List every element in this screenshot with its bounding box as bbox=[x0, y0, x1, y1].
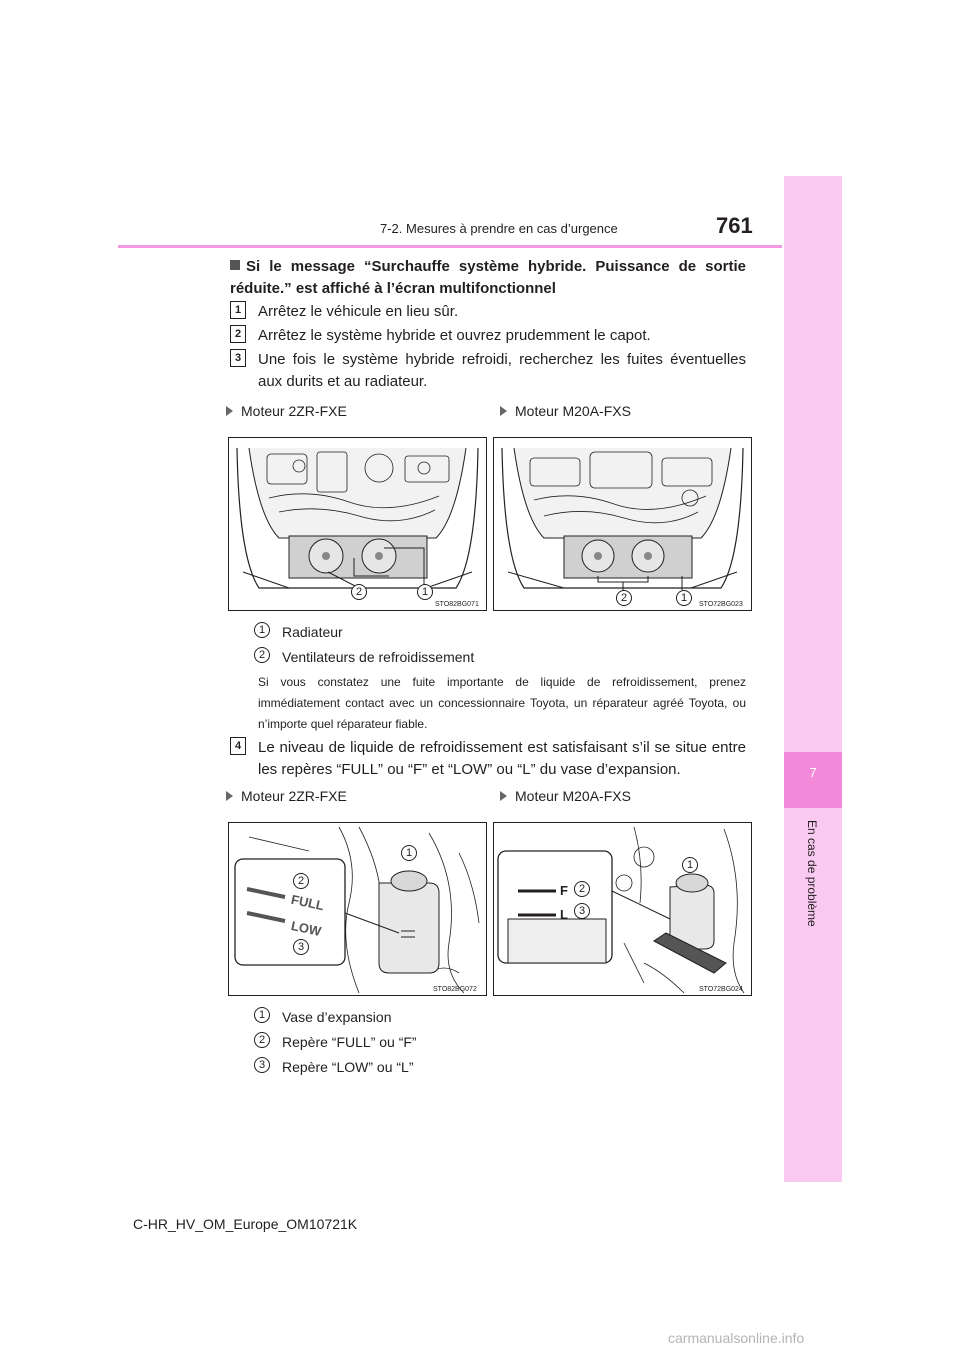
callout-2: 2 bbox=[351, 584, 367, 600]
legend-number-1: 1 bbox=[254, 1007, 270, 1023]
figure-code: STO82BG071 bbox=[435, 601, 479, 608]
arrow-right-icon bbox=[500, 406, 507, 416]
figure-engine-bay-2zr bbox=[228, 437, 487, 611]
figure-code: STO72BG024 bbox=[699, 986, 743, 993]
page-number: 761 bbox=[716, 213, 753, 238]
arrow-right-icon bbox=[226, 791, 233, 801]
legend-text-ventilateurs: Ventilateurs de refroidissement bbox=[282, 649, 475, 665]
callout-3: 3 bbox=[574, 903, 590, 919]
legend-number-1: 1 bbox=[254, 622, 270, 638]
mark-l-label: L bbox=[560, 907, 568, 922]
legend-text-low: Repère “LOW” ou “L” bbox=[282, 1059, 414, 1075]
legend-number-2: 2 bbox=[254, 1032, 270, 1048]
engine-label-m20a: Moteur M20A-FXS bbox=[500, 403, 631, 419]
engine-label-2zr: Moteur 2ZR-FXE bbox=[226, 788, 347, 804]
step-number-4: 4 bbox=[230, 737, 246, 755]
figure-code: STO72BG023 bbox=[699, 601, 743, 608]
engine-label-2zr: Moteur 2ZR-FXE bbox=[226, 403, 347, 419]
step-text-2: Arrêtez le système hybride et ouvrez prudemment le capot. bbox=[258, 327, 651, 344]
mark-f-label: F bbox=[560, 883, 568, 898]
legend-text-full: Repère “FULL” ou “F” bbox=[282, 1034, 417, 1050]
heading-bullet-icon bbox=[230, 260, 240, 270]
legend-number-2: 2 bbox=[254, 647, 270, 663]
callout-2: 2 bbox=[616, 590, 632, 606]
figure-reservoir-m20a bbox=[493, 822, 752, 996]
reservoir-illustration bbox=[229, 823, 486, 995]
arrow-right-icon bbox=[500, 791, 507, 801]
step-text-1: Arrêtez le véhicule en lieu sûr. bbox=[258, 303, 459, 320]
callout-1: 1 bbox=[417, 584, 433, 600]
step-text-4: Le niveau de liquide de refroidissement est satisfaisant s’il se situe entre les repères “FULL” ou “F” et “LOW” ou “L” du vase d’expansion. bbox=[258, 739, 746, 778]
chapter-number: 7 bbox=[809, 765, 817, 780]
mark-full-label: FULL bbox=[289, 891, 326, 914]
callout-1: 1 bbox=[676, 590, 692, 606]
step-number-3: 3 bbox=[230, 349, 246, 367]
watermark: carmanualsonline.info bbox=[668, 1330, 805, 1346]
legend-number-3: 3 bbox=[254, 1057, 270, 1073]
legend-text-vase: Vase d’expansion bbox=[282, 1009, 392, 1025]
chapter-side-tab bbox=[784, 176, 842, 1182]
figure-reservoir-2zr bbox=[228, 822, 487, 996]
callout-1: 1 bbox=[682, 857, 698, 873]
legend-text-radiateur: Radiateur bbox=[282, 624, 343, 640]
figure-code: STO82BG072 bbox=[433, 986, 477, 993]
callout-1: 1 bbox=[401, 845, 417, 861]
arrow-right-icon bbox=[226, 406, 233, 416]
engine-label-m20a: Moteur M20A-FXS bbox=[500, 788, 631, 804]
chapter-number-box bbox=[784, 752, 842, 808]
callout-3: 3 bbox=[293, 939, 309, 955]
header-rule bbox=[118, 245, 782, 248]
warning-note: Si vous constatez une fuite importante de liquide de refroidissement, prenez immédiatement contact avec un concessionnaire Toyota, un réparateur agréé Toyota, ou n’importe quel réparateur fiable. bbox=[258, 675, 746, 731]
chapter-title: En cas de problème bbox=[805, 820, 819, 927]
step-number-2: 2 bbox=[230, 325, 246, 343]
callout-2: 2 bbox=[574, 881, 590, 897]
section-heading: Si le message “Surchauffe système hybride. Puissance de sortie réduite.” est affiché à l’écran multifonctionnel bbox=[230, 258, 746, 297]
step-text-3: Une fois le système hybride refroidi, recherchez les fuites éventuelles aux durits et au radiateur. bbox=[258, 351, 746, 390]
section-title: 7-2. Mesures à prendre en cas d’urgence bbox=[380, 221, 618, 236]
reservoir-illustration bbox=[494, 823, 751, 995]
engine-bay-illustration bbox=[494, 438, 751, 610]
figure-engine-bay-m20a bbox=[493, 437, 752, 611]
mark-low-label: LOW bbox=[289, 918, 323, 939]
callout-2: 2 bbox=[293, 873, 309, 889]
step-number-1: 1 bbox=[230, 301, 246, 319]
document-footer-code: C-HR_HV_OM_Europe_OM10721K bbox=[133, 1216, 358, 1232]
